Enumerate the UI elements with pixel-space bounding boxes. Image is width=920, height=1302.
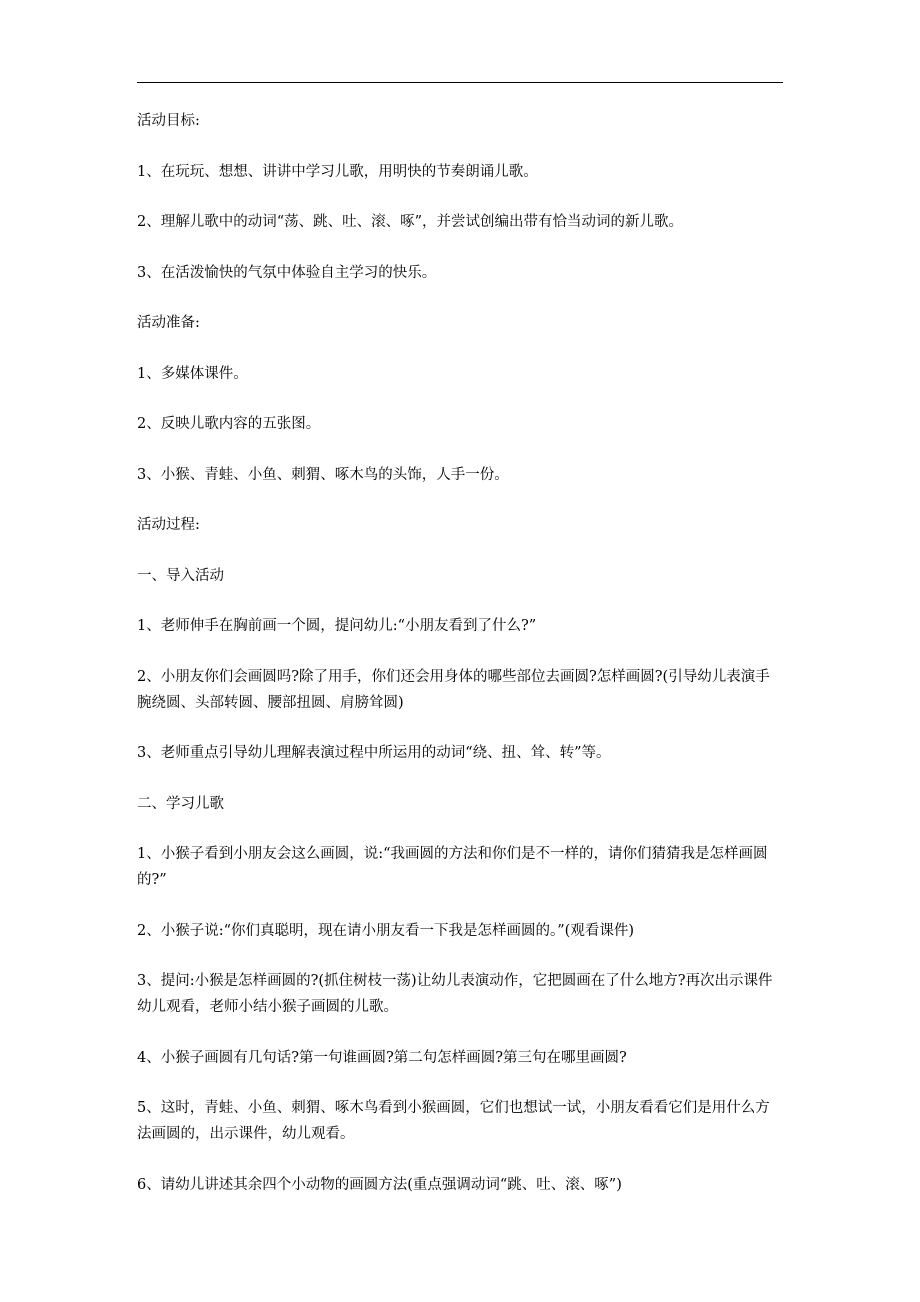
goal-item-3: 3、在活泼愉快的气氛中体验自主学习的快乐。 [137,264,437,281]
learn-item-1: 1、小猴子看到小朋友会这么画圆，说:“我画圆的方法和你们是不一样的，请你们猜猜我是怎样画圆的?” [137,846,768,888]
subsection-heading-intro: 一、导入活动 [137,567,224,584]
learn-item-2: 2、小猴子说:“你们真聪明，现在请小朋友看一下我是怎样画圆的。”(观看课件) [137,922,634,939]
header-rule [137,82,783,83]
document-body [137,108,783,1222]
preparation-item-3: 3、小猴、青蛙、小鱼、刺猬、啄木鸟的头饰，人手一份。 [137,466,509,483]
preparation-item-1: 1、多媒体课件。 [137,365,248,382]
learn-item-4: 4、小猴子画圆有几句话?第一句谁画圆?第二句怎样画圆?第三句在哪里画圆? [137,1049,627,1066]
goal-item-2: 2、理解儿歌中的动词“荡、跳、吐、滚、啄”，并尝试创编出带有恰当动词的新儿歌。 [137,214,684,230]
intro-item-2: 2、小朋友你们会画圆吗?除了用手，你们还会用身体的哪些部位去画圆?怎样画圆?(引导幼儿表演手腕绕圆、头部转圆、腰部扭圆、肩膀耸圆) [137,668,770,711]
learn-item-6: 6、请幼儿讲述其余四个小动物的画圆方法(重点强调动词“跳、吐、滚、啄”) [137,1176,622,1193]
intro-item-1: 1、老师伸手在胸前画一个圆，提问幼儿:“小朋友看到了什么?” [137,618,537,634]
intro-item-3: 3、老师重点引导幼儿理解表演过程中所运用的动词“绕、扭、耸、转”等。 [137,745,611,761]
section-heading-preparation: 活动准备: [137,315,200,331]
preparation-item-2: 2、反映儿歌内容的五张图。 [137,416,321,432]
section-heading-goals: 活动目标: [137,113,200,129]
subsection-heading-learn-song: 二、学习儿歌 [137,795,224,812]
learn-item-3: 3、提问:小猴是怎样画圆的?(抓住树枝一荡)让幼儿表演动作，它把圆画在了什么地方?再次出示课件幼儿观看，老师小结小猴子画圆的儿歌。 [137,973,773,1015]
section-heading-process: 活动过程: [137,517,200,533]
learn-item-5: 5、这时，青蛙、小鱼、刺猬、啄木鸟看到小猴画圆，它们也想试一试，小朋友看看它们是用什么方法画圆的，出示课件，幼儿观看。 [137,1100,770,1142]
goal-item-1: 1、在玩玩、想想、讲讲中学习儿歌，用明快的节奏朗诵儿歌。 [137,163,538,180]
